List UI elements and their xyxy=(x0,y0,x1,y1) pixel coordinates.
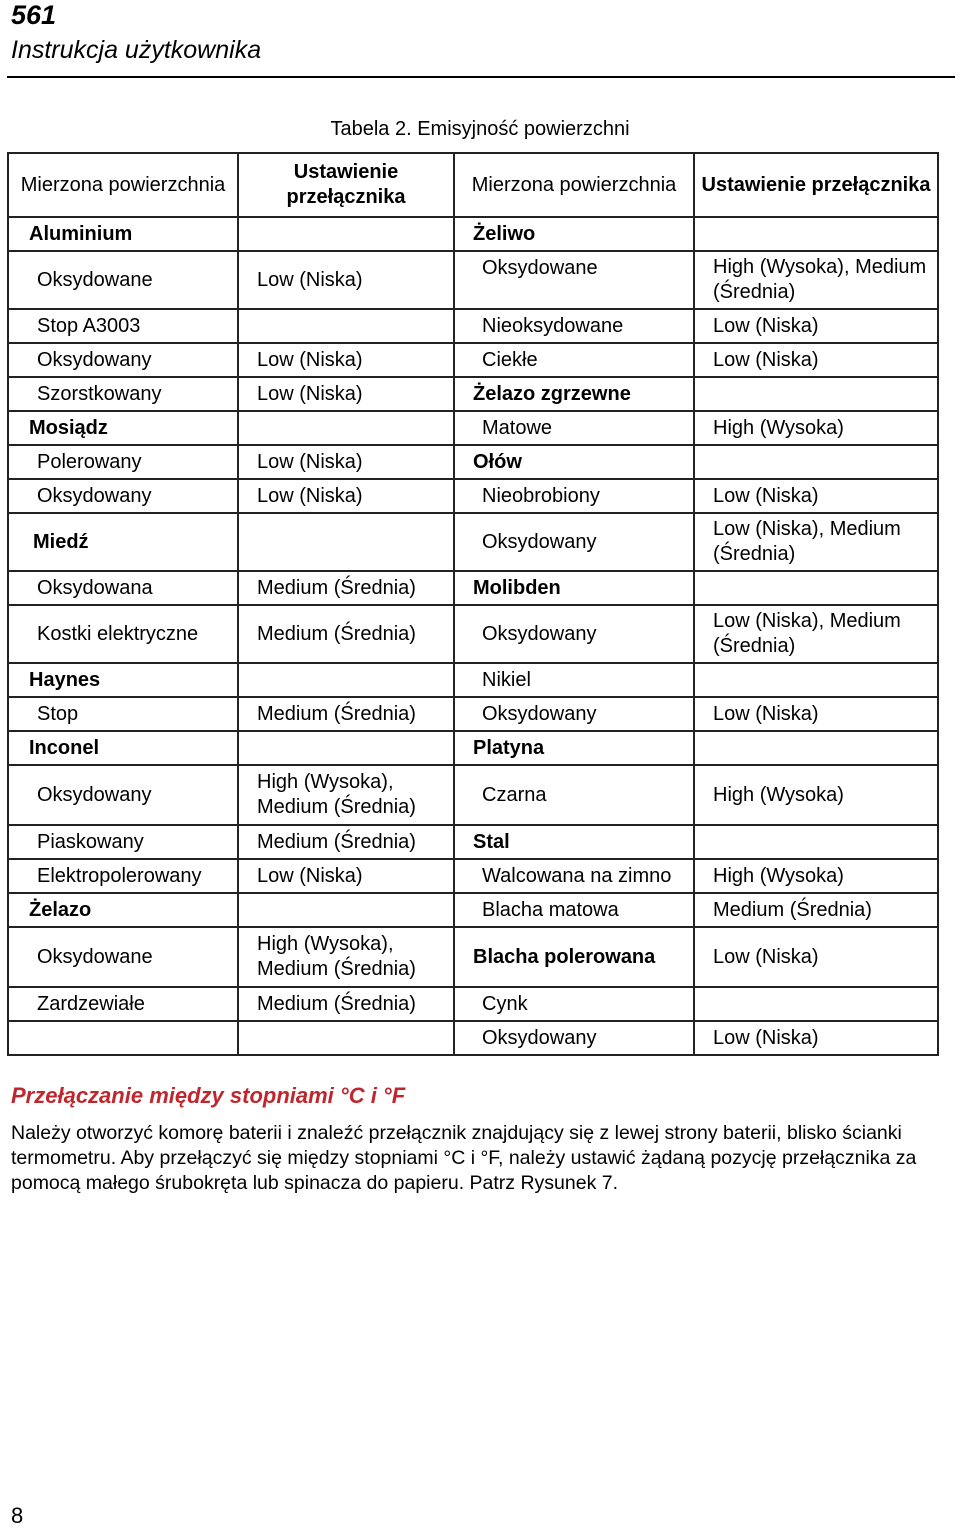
table-row xyxy=(8,731,938,765)
surface-cell: Mosiądz xyxy=(8,411,238,445)
header-setting-1: Ustawienie przełącznika xyxy=(238,153,454,217)
surface-cell: Nieobrobiony xyxy=(454,479,694,513)
setting-cell xyxy=(238,663,454,697)
emissivity-table xyxy=(7,152,939,1056)
table-row xyxy=(8,825,938,859)
surface-cell: Oksydowany xyxy=(454,1021,694,1055)
setting-cell: Low (Niska) xyxy=(694,343,938,377)
surface-cell: Polerowany xyxy=(8,445,238,479)
table-row xyxy=(8,445,938,479)
setting-cell xyxy=(694,731,938,765)
surface-cell: Oksydowane xyxy=(454,251,694,309)
table-header-row xyxy=(8,153,938,217)
setting-cell xyxy=(694,217,938,251)
setting-cell: Low (Niska) xyxy=(238,377,454,411)
setting-cell: Low (Niska) xyxy=(694,1021,938,1055)
setting-cell: High (Wysoka), Medium (Średnia) xyxy=(238,927,454,987)
surface-cell: Miedź xyxy=(8,513,238,571)
setting-cell: Low (Niska) xyxy=(238,445,454,479)
surface-cell: Czarna xyxy=(454,765,694,825)
setting-cell: Medium (Średnia) xyxy=(238,571,454,605)
surface-cell: Stop A3003 xyxy=(8,309,238,343)
section-heading: Przełączanie między stopniami °C i °F xyxy=(11,1083,406,1108)
setting-cell: High (Wysoka) xyxy=(694,859,938,893)
table-row xyxy=(8,571,938,605)
setting-cell: Low (Niska) xyxy=(694,479,938,513)
setting-cell: Medium (Średnia) xyxy=(238,825,454,859)
surface-cell: Nikiel xyxy=(454,663,694,697)
surface-cell: Oksydowana xyxy=(8,571,238,605)
table-row xyxy=(8,1021,938,1055)
setting-cell: High (Wysoka), Medium (Średnia) xyxy=(238,765,454,825)
setting-cell: High (Wysoka) xyxy=(694,765,938,825)
table-row xyxy=(8,309,938,343)
surface-cell: Inconel xyxy=(8,731,238,765)
setting-cell: Low (Niska) xyxy=(694,927,938,987)
surface-cell: Ołów xyxy=(454,445,694,479)
setting-cell: Medium (Średnia) xyxy=(238,697,454,731)
header-divider xyxy=(7,76,955,78)
surface-cell: Zardzewiałe xyxy=(8,987,238,1021)
setting-cell: High (Wysoka), Medium (Średnia) xyxy=(694,251,938,309)
setting-cell xyxy=(238,217,454,251)
header-surface-2: Mierzona powierzchnia xyxy=(454,153,694,217)
setting-cell: Low (Niska) xyxy=(694,309,938,343)
table-row xyxy=(8,893,938,927)
table-row xyxy=(8,987,938,1021)
surface-cell: Żelazo xyxy=(8,893,238,927)
surface-cell: Żeliwo xyxy=(454,217,694,251)
section-paragraph: Należy otworzyć komorę baterii i znaleźć przełącznik znajdujący się z lewej strony baterii, blisko ścianki termometru. Aby przełączyć się między stopniami °C i °F, należy ustawić żądaną pozycję przełącznika za pomocą małego śrubokręta lub spinacza do papieru. Patrz Rysunek 7. xyxy=(11,1122,917,1194)
page-number: 8 xyxy=(11,1503,24,1528)
table-row xyxy=(8,663,938,697)
model-number: 561 xyxy=(11,0,57,30)
setting-cell xyxy=(694,445,938,479)
setting-cell: Low (Niska) xyxy=(694,697,938,731)
surface-cell: Ciekłe xyxy=(454,343,694,377)
setting-cell: High (Wysoka) xyxy=(694,411,938,445)
surface-cell: Walcowana na zimno xyxy=(454,859,694,893)
setting-cell: Medium (Średnia) xyxy=(238,987,454,1021)
table-row xyxy=(8,697,938,731)
surface-cell: Molibden xyxy=(454,571,694,605)
table-row xyxy=(8,217,938,251)
table-row xyxy=(8,479,938,513)
setting-cell: Medium (Średnia) xyxy=(694,893,938,927)
setting-cell xyxy=(238,411,454,445)
surface-cell: Blacha matowa xyxy=(454,893,694,927)
setting-cell xyxy=(694,663,938,697)
surface-cell: Platyna xyxy=(454,731,694,765)
surface-cell: Blacha polerowana xyxy=(454,927,694,987)
setting-cell xyxy=(238,309,454,343)
surface-cell: Żelazo zgrzewne xyxy=(454,377,694,411)
surface-cell: Elektropolerowany xyxy=(8,859,238,893)
surface-cell: Stop xyxy=(8,697,238,731)
surface-cell: Oksydowany xyxy=(8,765,238,825)
surface-cell: Nieoksydowane xyxy=(454,309,694,343)
setting-cell: Low (Niska) xyxy=(238,479,454,513)
surface-cell: Haynes xyxy=(8,663,238,697)
setting-cell: Medium (Średnia) xyxy=(238,605,454,663)
surface-cell xyxy=(8,1021,238,1055)
table-row xyxy=(8,343,938,377)
surface-cell: Oksydowane xyxy=(8,251,238,309)
table-row xyxy=(8,251,938,309)
table-row xyxy=(8,377,938,411)
setting-cell xyxy=(238,513,454,571)
surface-cell: Oksydowany xyxy=(8,479,238,513)
table-row xyxy=(8,411,938,445)
header-surface-1: Mierzona powierzchnia xyxy=(8,153,238,217)
setting-cell xyxy=(238,893,454,927)
table-row xyxy=(8,859,938,893)
table-caption: Tabela 2. Emisyjność powierzchni xyxy=(330,118,630,140)
surface-cell: Oksydowany xyxy=(454,697,694,731)
table-row xyxy=(8,765,938,825)
setting-cell: Low (Niska) xyxy=(238,859,454,893)
surface-cell: Oksydowany xyxy=(8,343,238,377)
setting-cell: Low (Niska) xyxy=(238,343,454,377)
setting-cell: Low (Niska), Medium (Średnia) xyxy=(694,513,938,571)
setting-cell xyxy=(694,987,938,1021)
surface-cell: Oksydowany xyxy=(454,513,694,571)
setting-cell xyxy=(238,1021,454,1055)
table-row xyxy=(8,513,938,571)
surface-cell: Oksydowany xyxy=(454,605,694,663)
header-setting-2: Ustawienie przełącznika xyxy=(694,153,938,217)
setting-cell xyxy=(694,571,938,605)
setting-cell: Low (Niska) xyxy=(238,251,454,309)
table-row xyxy=(8,927,938,987)
manual-title: Instrukcja użytkownika xyxy=(11,36,262,64)
setting-cell: Low (Niska), Medium (Średnia) xyxy=(694,605,938,663)
surface-cell: Aluminium xyxy=(8,217,238,251)
setting-cell xyxy=(694,825,938,859)
setting-cell xyxy=(238,731,454,765)
surface-cell: Kostki elektryczne xyxy=(8,605,238,663)
surface-cell: Matowe xyxy=(454,411,694,445)
surface-cell: Cynk xyxy=(454,987,694,1021)
table-row xyxy=(8,605,938,663)
setting-cell xyxy=(694,377,938,411)
surface-cell: Piaskowany xyxy=(8,825,238,859)
surface-cell: Stal xyxy=(454,825,694,859)
surface-cell: Szorstkowany xyxy=(8,377,238,411)
surface-cell: Oksydowane xyxy=(8,927,238,987)
